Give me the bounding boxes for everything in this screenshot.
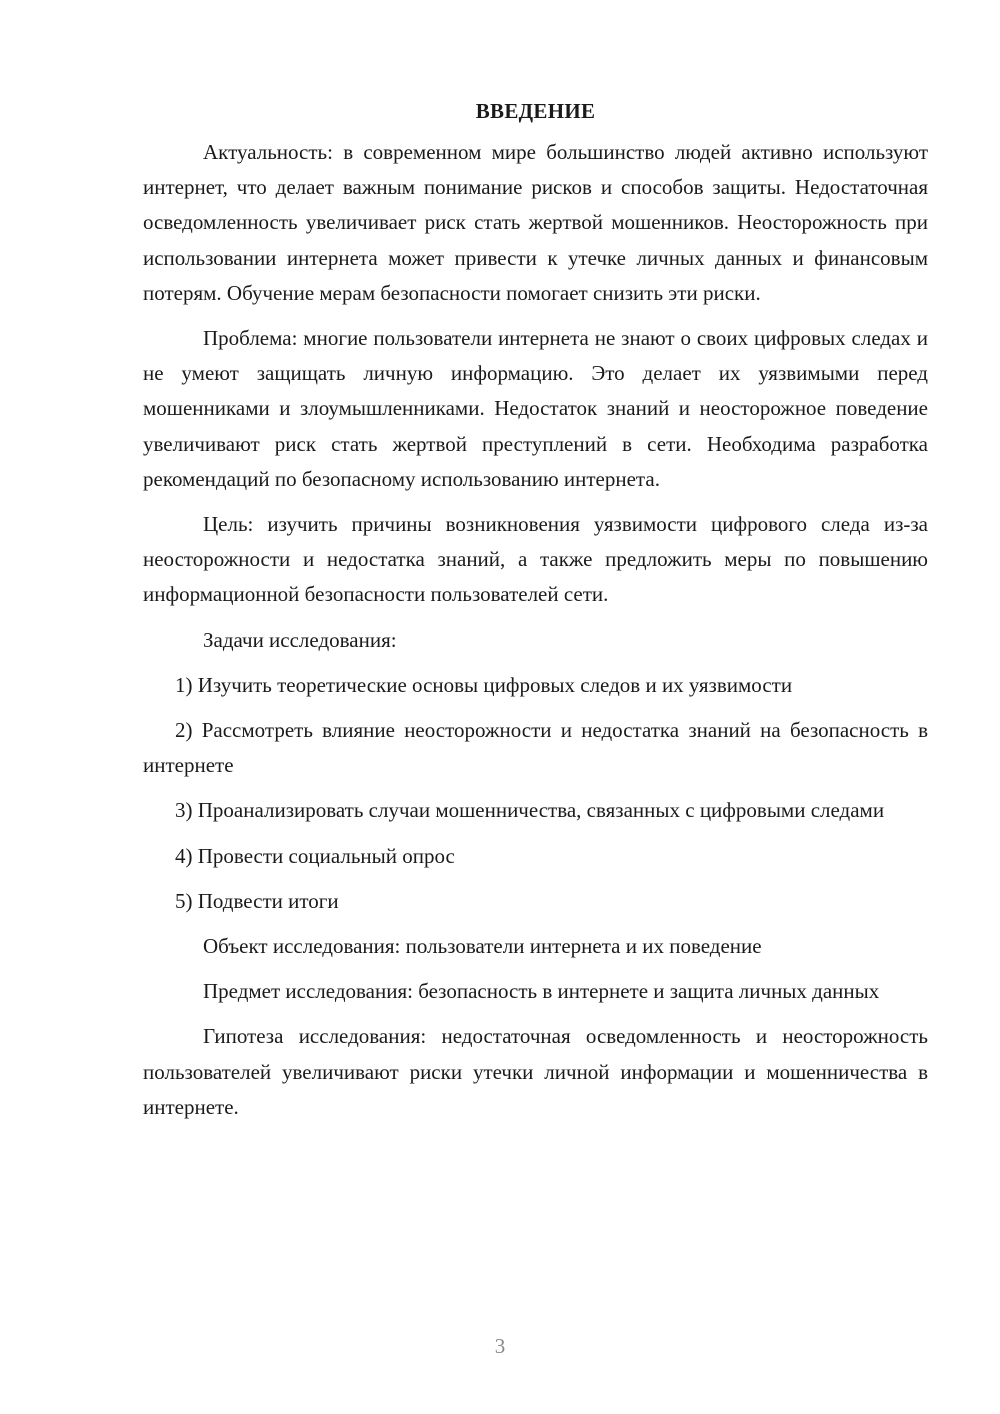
task-item: 2) Рассмотреть влияние неосторожности и недостатка знаний на безопасность в интернете	[143, 718, 928, 778]
paragraph-object: Объект исследования: пользователи интернета и их поведение	[203, 934, 762, 959]
paragraph-subject: Предмет исследования: безопасность в интернете и защита личных данных	[203, 979, 880, 1004]
tasks-heading: Задачи исследования:	[203, 627, 397, 652]
paragraph-goal: Цель: изучить причины возникновения уязвимости цифрового следа из-за неосторожности и недостатка знаний, а также предложить меры по повышению информационной безопасности пользователей сети.	[143, 512, 928, 607]
paragraph-problem: Проблема: многие пользователи интернета не знают о своих цифровых следах и не умеют защищать личную информацию. Это делает их уязвимыми перед мошенниками и злоумышленниками. Недостаток знаний и неосторожное поведение увеличивают риск стать жертвой преступлений в сети. Необходима разработка рекомендаций по безопасному использованию интернета.	[143, 326, 928, 491]
task-item: 3) Проанализировать случаи мошенничества, связанных с цифровыми следами	[175, 798, 885, 823]
task-item: 4) Провести социальный опрос	[175, 843, 455, 868]
document-page	[143, 94, 928, 1135]
task-item: 1) Изучить теоретические основы цифровых следов и их уязвимости	[175, 672, 793, 697]
paragraph-relevance: Актуальность: в современном мире большинство людей активно используют интернет, что делает важным понимание рисков и способов защиты. Недостаточная осведомленность увеличивает риск стать жертвой мошенников. Неосторожность при использовании интернета может привести к утечке личных данных и финансовым потерям. Обучение мерам безопасности помогает снизить эти риски.	[143, 140, 928, 305]
page-number: 3	[494, 1334, 506, 1358]
section-title: ВВЕДЕНИЕ	[475, 99, 596, 123]
paragraph-hypothesis: Гипотеза исследования: недостаточная осведомленность и неосторожность пользователей увеличивают риски утечки личной информации и мошенничества в интернете.	[143, 1024, 928, 1119]
task-item: 5) Подвести итоги	[175, 888, 339, 913]
